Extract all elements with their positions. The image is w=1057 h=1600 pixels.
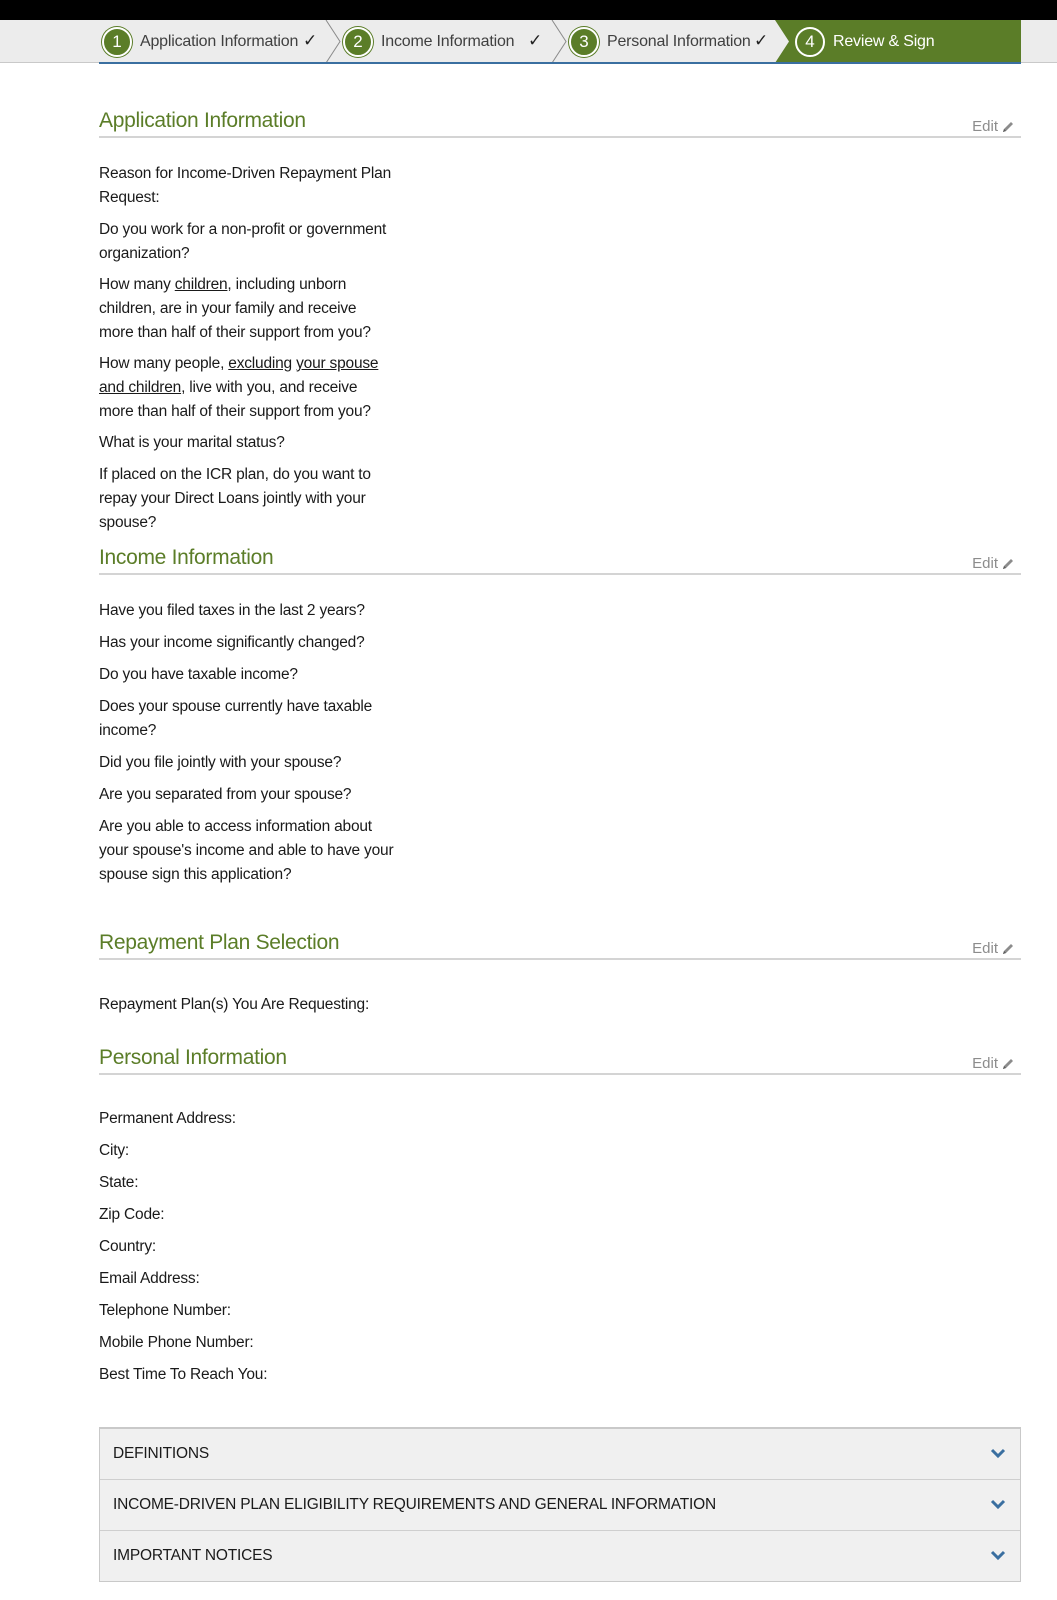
step-number: 2 [343, 27, 373, 57]
excluding-link[interactable]: excluding [228, 355, 292, 372]
edit-label: Edit [972, 940, 998, 957]
income-information-section [99, 539, 1021, 575]
field-state: State: [99, 1174, 139, 1191]
personal-information-section [99, 1039, 1021, 1075]
repayment-plan-section [99, 924, 1021, 960]
steps-container [99, 20, 1021, 63]
field-city: City: [99, 1142, 130, 1159]
step-number: 3 [569, 27, 599, 57]
step-income-information[interactable] [340, 20, 568, 63]
field-permanent-address: Permanent Address: [99, 1110, 236, 1127]
section-header [99, 924, 1021, 960]
check-icon: ✓ [303, 31, 318, 50]
field-country: Country: [99, 1238, 156, 1255]
edit-label: Edit [972, 1055, 998, 1072]
question-separated: Are you separated from your spouse? [99, 786, 352, 803]
edit-label: Edit [972, 555, 998, 572]
field-email-address: Email Address: [99, 1270, 200, 1287]
step-application-information[interactable] [99, 20, 327, 63]
field-best-time: Best Time To Reach You: [99, 1366, 268, 1383]
info-accordion [99, 1427, 1021, 1582]
pencil-icon [1001, 1057, 1015, 1071]
question-file-jointly: Did you file jointly with your spouse? [99, 754, 342, 771]
section-title: Repayment Plan Selection [99, 931, 340, 954]
chevron-down-icon [990, 1498, 1006, 1510]
section-header [99, 102, 1021, 138]
question-repayment-plans: Repayment Plan(s) You Are Requesting: [99, 996, 370, 1013]
top-black-bar [0, 0, 1057, 20]
children-link[interactable]: children [174, 276, 228, 293]
accordion-definitions[interactable] [100, 1429, 1020, 1480]
chevron-down-icon [990, 1447, 1006, 1459]
question-children: How many children, including unborn children, are in your family and receive more than half of their support from you? [99, 276, 371, 341]
section-title: Application Information [99, 109, 306, 132]
section-header [99, 1039, 1021, 1075]
question-filed-taxes: Have you filed taxes in the last 2 years? [99, 602, 365, 619]
pencil-icon [1001, 120, 1015, 134]
question-spouse-access: Are you able to access information about your spouse's income and able to have your spouse sign this application? [99, 818, 394, 883]
question-reason: Reason for Income-Driven Repayment Plan Request: [99, 165, 392, 206]
edit-label: Edit [972, 118, 998, 135]
question-income-changed: Has your income significantly changed? [99, 634, 365, 651]
step-label: Application Information [140, 32, 299, 50]
accordion-label: INCOME-DRIVEN PLAN ELIGIBILITY REQUIREMENTS AND GENERAL INFORMATION [113, 1496, 716, 1513]
check-icon: ✓ [754, 31, 769, 50]
pencil-icon [1001, 557, 1015, 571]
application-information-section [99, 102, 1021, 138]
field-telephone-number: Telephone Number: [99, 1302, 231, 1319]
step-personal-information[interactable] [566, 20, 794, 63]
section-header [99, 539, 1021, 575]
section-title: Income Information [99, 546, 274, 569]
accordion-label: IMPORTANT NOTICES [113, 1547, 273, 1564]
accordion-important-notices[interactable] [100, 1531, 1020, 1581]
pencil-icon [1001, 942, 1015, 956]
edit-income-button[interactable] [972, 555, 1015, 572]
section-title: Personal Information [99, 1046, 287, 1069]
edit-application-button[interactable] [972, 118, 1015, 135]
field-mobile-phone-number: Mobile Phone Number: [99, 1334, 254, 1351]
step-label: Review & Sign [833, 32, 935, 50]
spouse-and-children-link[interactable]: your spouse and children [99, 355, 379, 396]
accordion-eligibility[interactable] [100, 1480, 1020, 1531]
question-people: How many people, excluding your spouse and children, live with you, and receive more than half of their support from you? [99, 355, 379, 420]
step-number: 1 [102, 27, 132, 57]
question-spouse-taxable: Does your spouse currently have taxable income? [99, 698, 373, 739]
step-label: Personal Information [607, 32, 751, 50]
accordion-label: DEFINITIONS [113, 1445, 209, 1462]
step-underline [99, 62, 1021, 64]
edit-personal-button[interactable] [972, 1055, 1015, 1072]
step-label: Income Information [381, 32, 515, 50]
step-review-and-sign[interactable] [792, 20, 1021, 63]
check-icon: ✓ [528, 31, 543, 50]
question-taxable-income: Do you have taxable income? [99, 666, 298, 683]
field-zip-code: Zip Code: [99, 1206, 165, 1223]
edit-repayment-button[interactable] [972, 940, 1015, 957]
active-step-arrow-tail [775, 20, 793, 63]
question-icr-jointly: If placed on the ICR plan, do you want to repay your Direct Loans jointly with your spouse? [99, 466, 371, 531]
chevron-down-icon [990, 1549, 1006, 1561]
step-number: 4 [795, 27, 825, 57]
step-progress-bar [0, 20, 1057, 63]
question-nonprofit: Do you work for a non-profit or government organization? [99, 221, 387, 262]
question-marital-status: What is your marital status? [99, 434, 285, 451]
